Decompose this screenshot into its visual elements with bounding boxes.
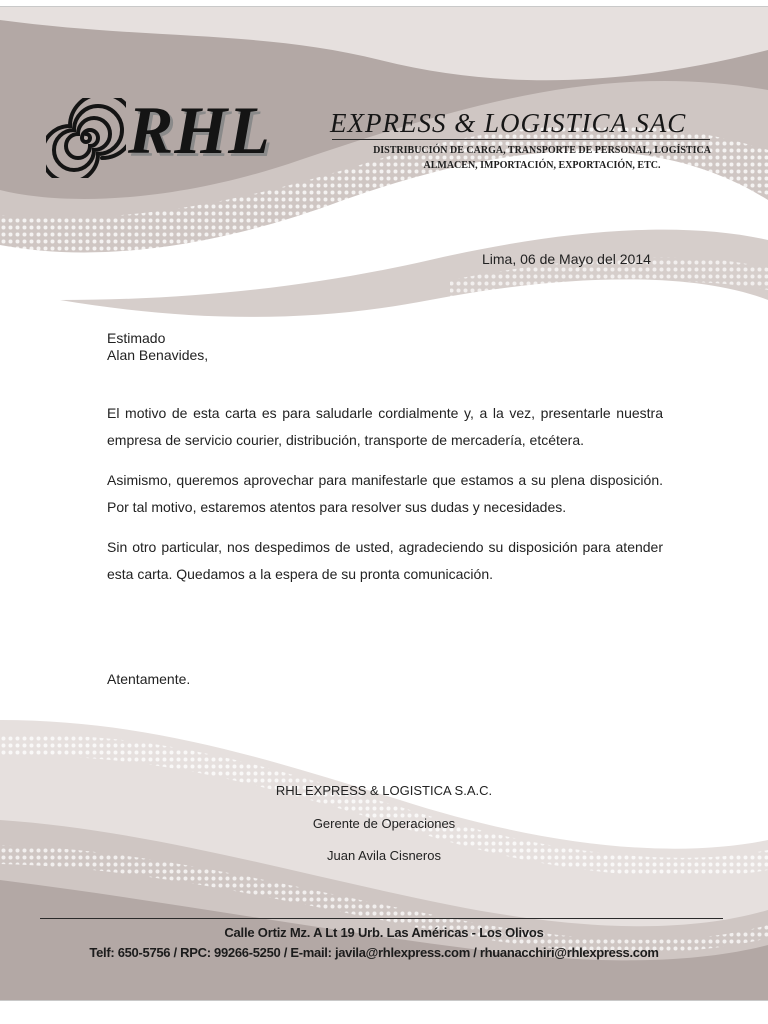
footer-contact: Telf: 650-5756 / RPC: 99266-5250 / E-mail: javila@rhlexpress.com / rhuanacchiri@rhlexpress.com	[89, 945, 659, 960]
page-bottom-border	[0, 1000, 768, 1001]
logo-text: RHL	[128, 92, 271, 168]
page-top-border	[0, 6, 768, 7]
header-divider	[332, 139, 710, 140]
tagline-line-1: DISTRIBUCIÓN DE CARGA, TRANSPORTE DE PERSONAL, LOGÍSTICA	[373, 145, 711, 156]
body-paragraph-1: El motivo de esta carta es para saludarle cordialmente y, a la vez, presentarle nuestra empresa de servicio courier, distribución, transporte de mercadería, etcétera.	[107, 405, 663, 448]
letter-date: Lima, 06 de Mayo del 2014	[482, 251, 651, 267]
footer-divider	[40, 918, 723, 919]
company-name: EXPRESS & LOGISTICA SAC	[330, 108, 687, 138]
signature-company: RHL EXPRESS & LOGISTICA S.A.C.	[275, 783, 493, 798]
signature-title: Gerente de Operaciones	[312, 816, 456, 831]
salutation-line-1: Estimado	[107, 330, 166, 346]
company-tagline	[332, 143, 752, 173]
spiral-icon	[46, 98, 126, 178]
body-paragraph-2: Asimismo, queremos aprovechar para manifestarle que estamos a su plena disposición. Por tal motivo, estaremos atentos para resolver sus dudas y necesidades.	[107, 472, 663, 515]
signature-name: Juan Avila Cisneros	[327, 848, 441, 863]
salutation	[107, 330, 208, 364]
body-paragraph-3: Sin otro particular, nos despedimos de usted, agradeciendo su disposición para atender esta carta. Quedamos a la espera de su pronta comunicación.	[107, 539, 663, 582]
letter-closing: Atentamente.	[107, 671, 191, 687]
footer-address: Calle Ortiz Mz. A Lt 19 Urb. Las Américas - Los Olivos	[224, 925, 544, 940]
tagline-line-2: ALMACEN, IMPORTACIÓN, EXPORTACIÓN, ETC.	[423, 160, 661, 171]
letter-body	[107, 400, 663, 601]
salutation-line-2: Alan Benavides,	[107, 347, 209, 363]
